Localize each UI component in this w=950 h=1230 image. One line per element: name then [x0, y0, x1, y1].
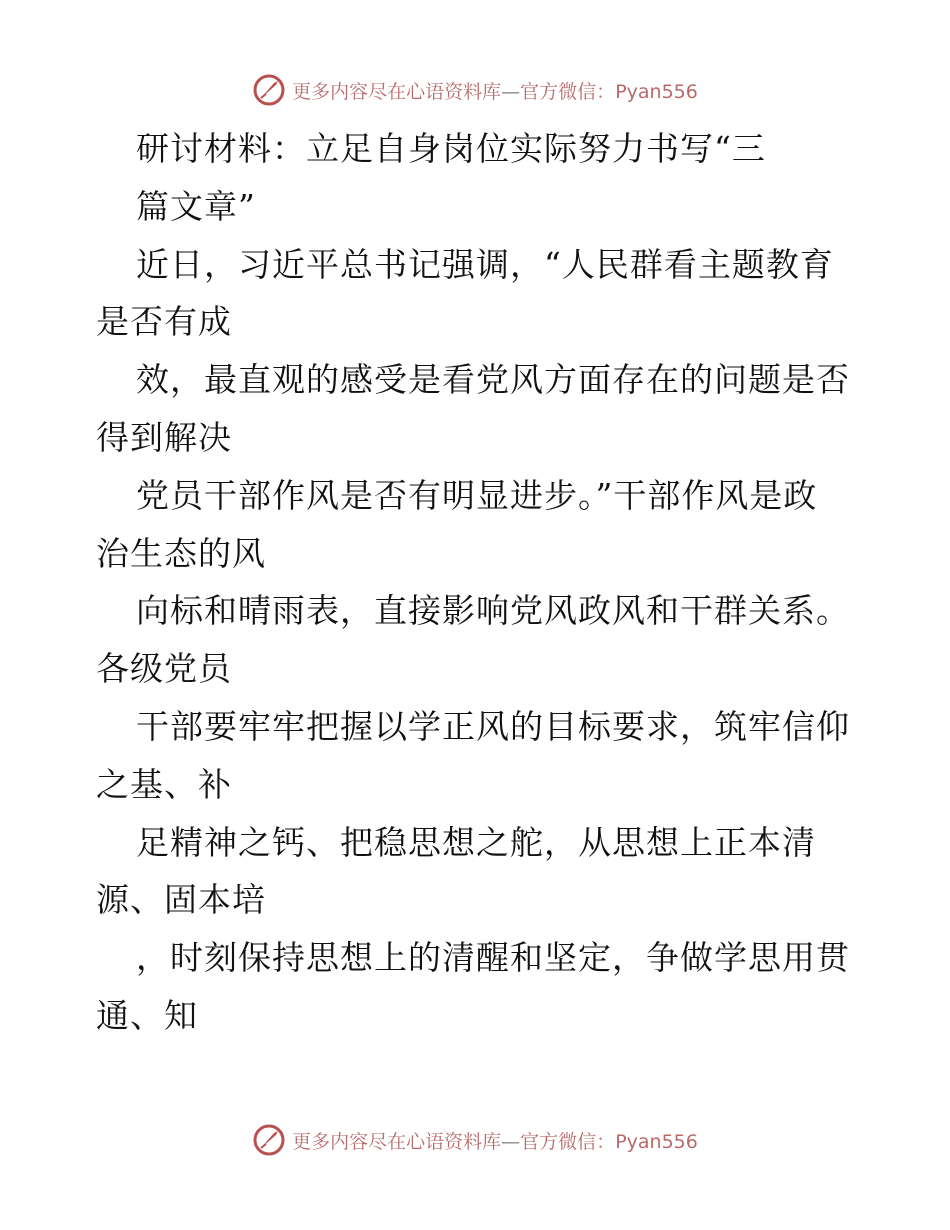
watermark-separator: — — [501, 1130, 521, 1153]
paragraph-line: 各级党员 — [96, 649, 232, 689]
paragraph-line: 向标和晴雨表，直接影响党风政风和干群关系。 — [136, 591, 850, 631]
watermark-wechat-label: 官方微信： — [520, 80, 616, 103]
paragraph-line: 治生态的风 — [96, 533, 266, 573]
header-watermark — [0, 70, 950, 110]
paragraph-line: 足精神之钙、把稳思想之舵，从思想上正本清 — [136, 822, 816, 862]
watermark-wechat-id: Pyan556 — [615, 80, 698, 103]
watermark-site-text: 更多内容尽在心语资料库 — [292, 1130, 502, 1153]
title-line-2: 篇文章” — [136, 186, 256, 226]
paragraph-line: 通、知 — [96, 995, 198, 1035]
paragraph-line: 干部要牢牢把握以学正风的目标要求，筑牢信仰 — [136, 706, 850, 746]
title-line-1: 研讨材料：立足自身岗位实际努力书写“三 — [136, 129, 766, 168]
quill-pen-circle-icon — [252, 1123, 286, 1157]
quill-pen-circle-icon — [252, 73, 286, 107]
paragraph-line: 源、固本培 — [96, 880, 266, 920]
watermark-separator: — — [501, 80, 521, 103]
footer-watermark — [0, 1120, 950, 1160]
watermark-site-text: 更多内容尽在心语资料库 — [292, 80, 502, 103]
paragraph-line: ，时刻保持思想上的清醒和坚定，争做学思用贯 — [136, 938, 850, 978]
watermark-wechat-label: 官方微信： — [520, 1130, 616, 1153]
document-body — [96, 120, 866, 1045]
paragraph-line: 是否有成 — [96, 302, 232, 342]
paragraph-line: 党员干部作风是否有明显进步。”干部作风是政 — [136, 475, 818, 515]
paragraph-line: 效，最直观的感受是看党风方面存在的问题是否 — [136, 360, 850, 400]
paragraph-line: 得到解决 — [96, 417, 232, 457]
watermark-wechat-id: Pyan556 — [615, 1130, 698, 1153]
paragraph-line: 之基、补 — [96, 764, 232, 804]
paragraph-line: 近日，习近平总书记强调，“人民群看主题教育 — [136, 244, 834, 284]
